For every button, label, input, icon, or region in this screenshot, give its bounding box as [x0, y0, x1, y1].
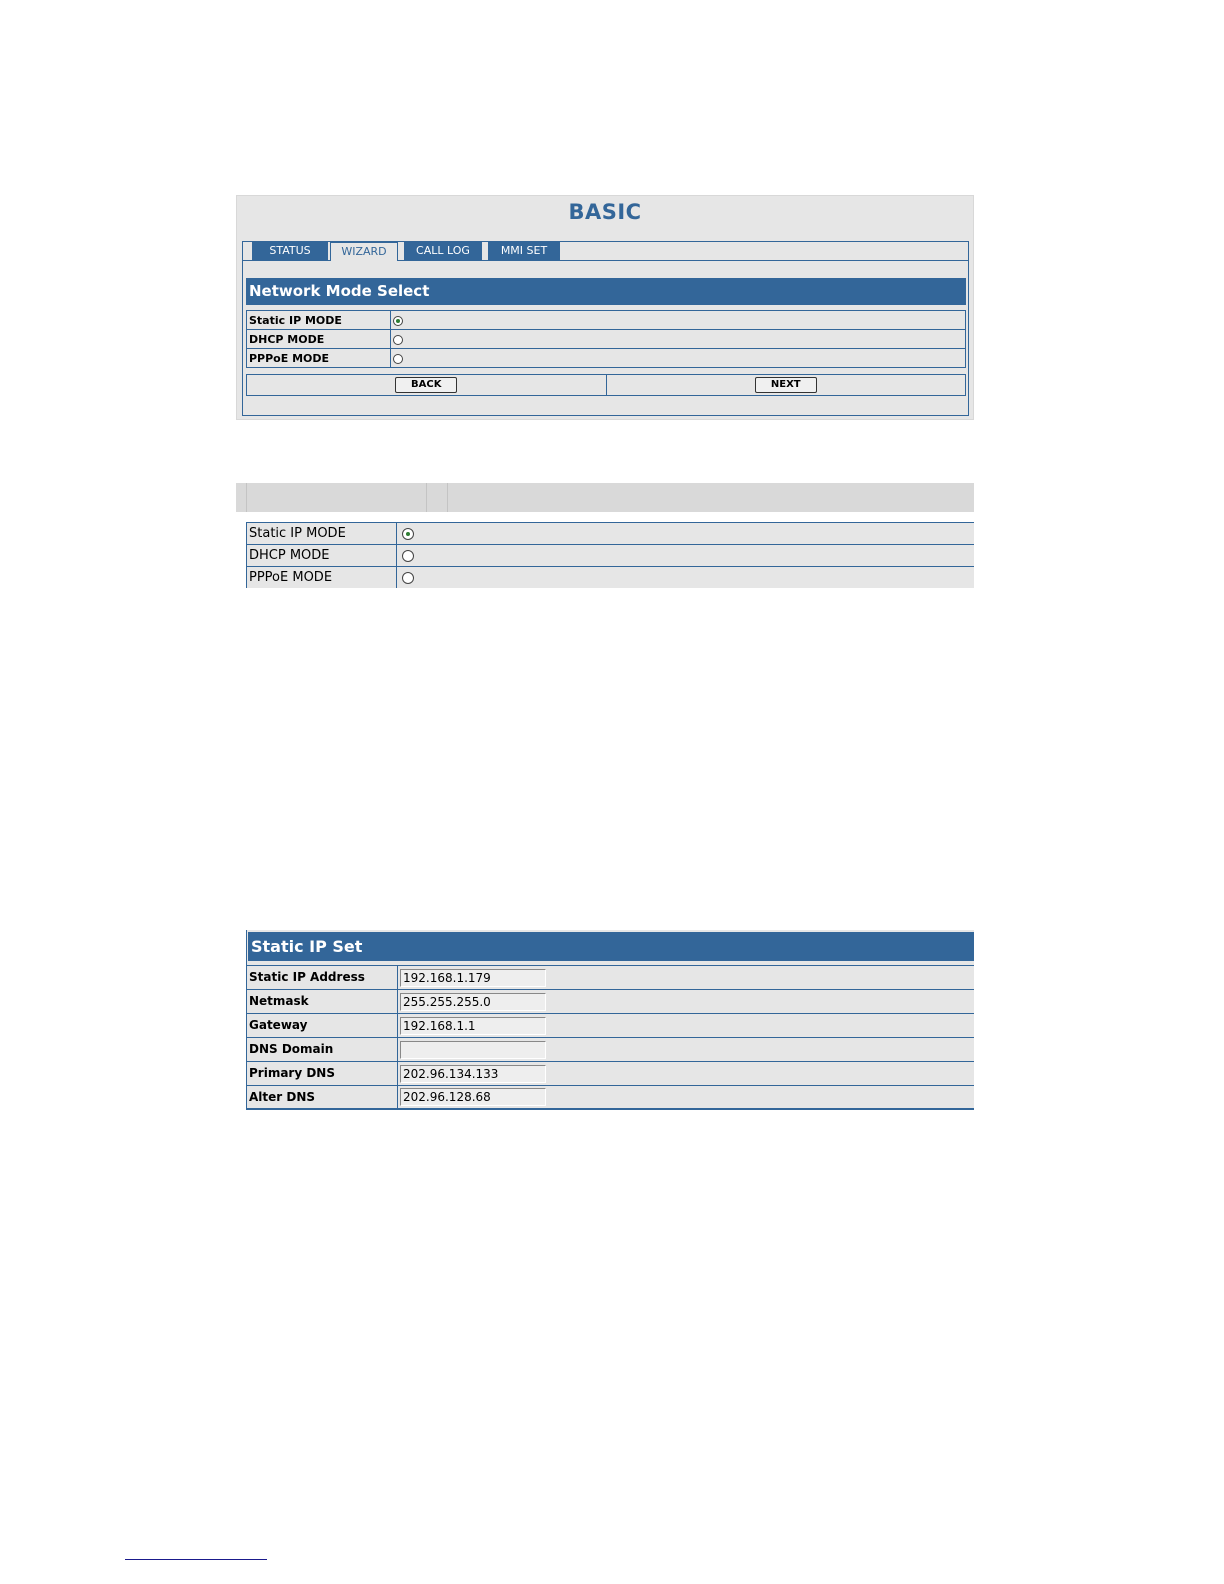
footnote-rule: [125, 1559, 267, 1560]
field-label: Gateway: [247, 1014, 398, 1037]
tab-status[interactable]: STATUS: [252, 242, 328, 260]
static-ip-fields: [247, 965, 974, 1110]
field-row-primary-dns: [247, 1061, 974, 1085]
static-ip-set-header: Static IP Set: [248, 932, 974, 961]
wizard-button-row: [246, 374, 966, 396]
mode-row-static-ip: [247, 522, 974, 544]
field-label: DNS Domain: [247, 1038, 398, 1061]
cropped-header-strip: [236, 483, 974, 512]
netmask-input[interactable]: [400, 993, 546, 1011]
mode-label: DHCP MODE: [247, 545, 397, 566]
mode-label: DHCP MODE: [247, 330, 391, 349]
mode-table-detail: [246, 522, 974, 588]
dhcp-mode-radio[interactable]: [402, 550, 414, 562]
static-ip-set-panel: [246, 930, 974, 1110]
field-row-gateway: [247, 1013, 974, 1037]
basic-wizard-screenshot: [236, 195, 974, 420]
network-mode-table: [246, 310, 966, 368]
mode-label: PPPoE MODE: [247, 567, 397, 588]
divider: [426, 483, 427, 512]
field-row-alter-dns: [247, 1085, 974, 1110]
pppoe-mode-radio[interactable]: [402, 572, 414, 584]
alter-dns-input[interactable]: [400, 1088, 546, 1106]
static-ip-mode-radio[interactable]: [393, 316, 403, 326]
field-label: Primary DNS: [247, 1062, 398, 1085]
field-label: Static IP Address: [247, 966, 398, 989]
primary-dns-input[interactable]: [400, 1065, 546, 1083]
mode-label: Static IP MODE: [247, 523, 397, 544]
gateway-input[interactable]: [400, 1017, 546, 1035]
pppoe-mode-radio[interactable]: [393, 354, 403, 364]
field-label: Alter DNS: [247, 1086, 398, 1108]
tab-call-log[interactable]: CALL LOG: [404, 242, 482, 260]
dns-domain-input[interactable]: [400, 1041, 546, 1059]
mode-row-dhcp: [247, 330, 966, 349]
tab-wizard[interactable]: WIZARD: [330, 242, 398, 261]
tab-mmi-set[interactable]: MMI SET: [488, 242, 560, 260]
dhcp-mode-radio[interactable]: [393, 335, 403, 345]
divider: [246, 483, 247, 512]
field-row-static-ip-address: [247, 965, 974, 989]
field-row-dns-domain: [247, 1037, 974, 1061]
page-title: BASIC: [568, 200, 642, 224]
tab-bar: [243, 242, 968, 261]
wizard-frame: [242, 241, 969, 416]
divider: [447, 483, 448, 512]
mode-label: PPPoE MODE: [247, 349, 391, 368]
field-label: Netmask: [247, 990, 398, 1013]
mode-row-dhcp: [247, 544, 974, 566]
static-ip-address-input[interactable]: [400, 969, 546, 987]
next-button[interactable]: NEXT: [755, 377, 817, 393]
mode-row-static-ip: [247, 311, 966, 330]
mode-label: Static IP MODE: [247, 311, 391, 330]
back-button[interactable]: BACK: [395, 377, 457, 393]
static-ip-mode-radio[interactable]: [402, 528, 414, 540]
mode-row-pppoe: [247, 349, 966, 368]
field-row-netmask: [247, 989, 974, 1013]
network-mode-select-header: Network Mode Select: [246, 278, 966, 305]
mode-row-pppoe: [247, 566, 974, 588]
